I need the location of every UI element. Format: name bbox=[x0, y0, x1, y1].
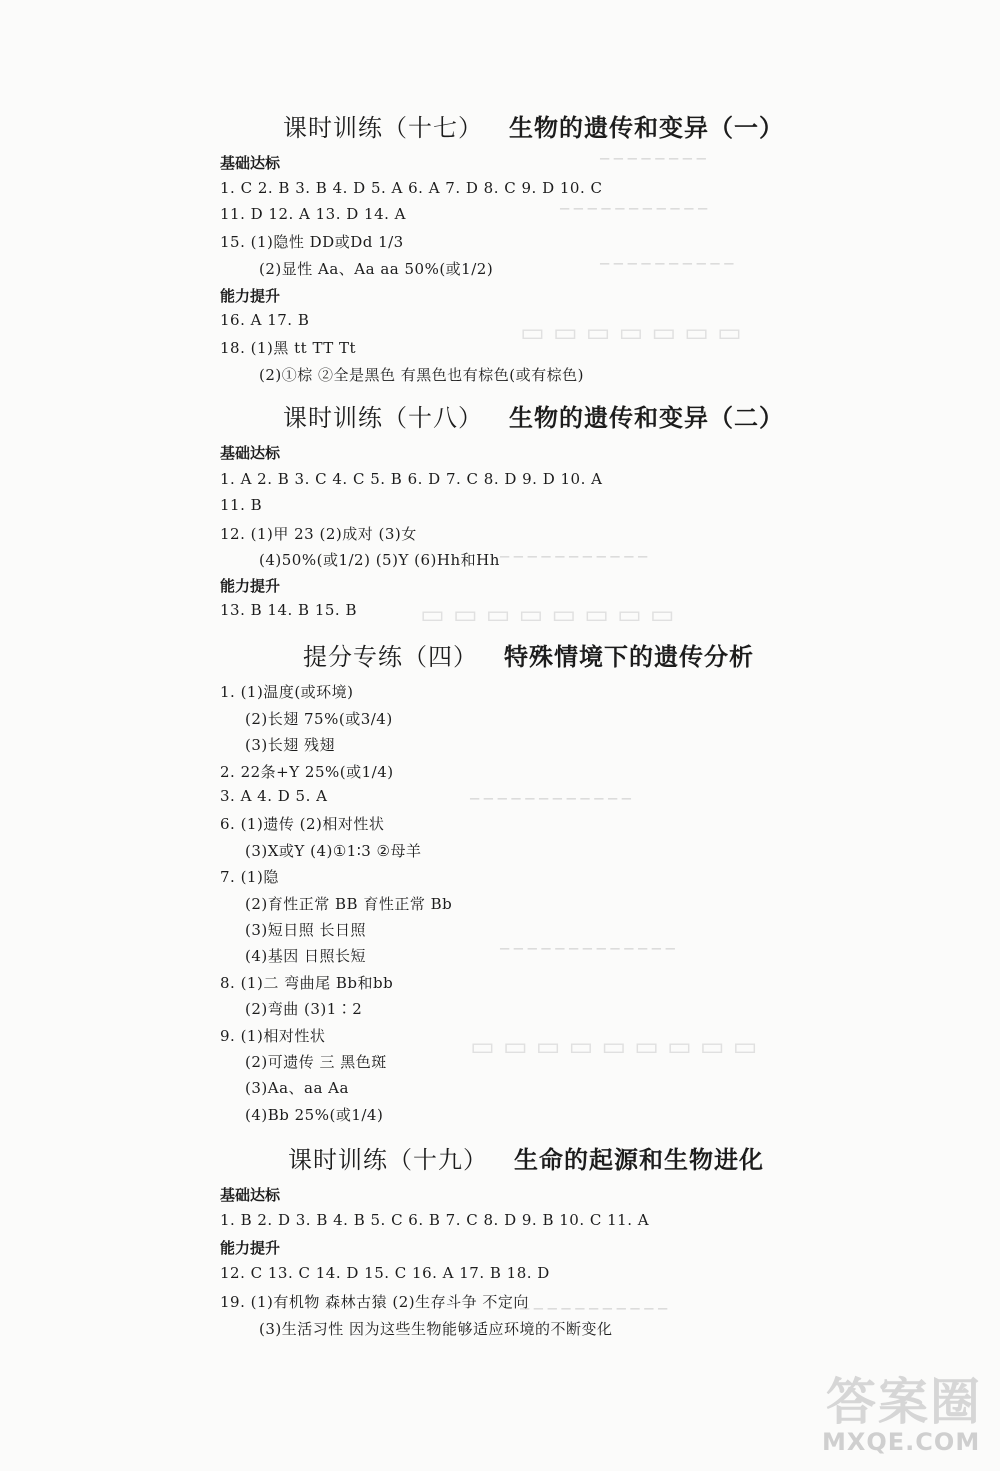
answer-line: 11. B bbox=[220, 496, 263, 514]
section-title bbox=[303, 637, 754, 672]
answer-line: (3)X或Y (4)①1∶3 ②母羊 bbox=[245, 842, 422, 860]
answer-line: (4)基因 日照长短 bbox=[245, 947, 367, 965]
answer-line: (3)生活习性 因为这些生物能够适应环境的不断变化 bbox=[259, 1320, 613, 1338]
answer-line: 12. C 13. C 14. D 15. C 16. A 17. B 18. D bbox=[220, 1264, 550, 1282]
answer-line: 1. (1)温度(或环境) bbox=[220, 683, 354, 701]
bleed-through: ─ ─ ─ ─ ─ ─ ─ ─ ─ ─ ─ bbox=[520, 1300, 668, 1318]
bleed-through: ─ ─ ─ ─ ─ ─ ─ ─ bbox=[600, 150, 706, 168]
answer-line: 6. (1)遗传 (2)相对性状 bbox=[220, 815, 385, 833]
bleed-through: ▭ ▭ ▭ ▭ ▭ ▭ ▭ ▭ ▭ bbox=[470, 1032, 758, 1062]
section-title-topic: 生物的遗传和变异（一） bbox=[509, 114, 784, 142]
bleed-through: ▭ ▭ ▭ ▭ ▭ ▭ ▭ ▭ bbox=[420, 600, 675, 630]
answer-line: 1. A 2. B 3. C 4. C 5. B 6. D 7. C 8. D 9. D 10. A bbox=[220, 470, 603, 488]
answer-line: (3)短日照 长日照 bbox=[245, 921, 367, 939]
bleed-through: ─ ─ ─ ─ ─ ─ ─ ─ ─ ─ ─ bbox=[560, 200, 708, 218]
subsection-heading: 基础达标 bbox=[220, 444, 281, 462]
section-title-label: 提分专练（四） bbox=[303, 643, 478, 671]
subsection-heading: 能力提升 bbox=[220, 287, 281, 305]
answer-line: (2)①棕 ②全是黑色 有黑色也有棕色(或有棕色) bbox=[259, 366, 584, 384]
bleed-through: ─ ─ ─ ─ ─ ─ ─ ─ ─ ─ ─ ─ ─ bbox=[500, 940, 675, 958]
answer-line: (2)育性正常 BB 育性正常 Bb bbox=[245, 895, 453, 913]
answer-line: 13. B 14. B 15. B bbox=[220, 601, 357, 619]
section-title-topic: 生物的遗传和变异（二） bbox=[509, 404, 784, 432]
section-title bbox=[283, 398, 784, 433]
section-title-label: 课时训练（十九） bbox=[288, 1146, 488, 1174]
answer-line: (2)显性 Aa、Aa aa 50%(或1/2) bbox=[259, 260, 494, 278]
answer-line: 16. A 17. B bbox=[220, 311, 310, 329]
bleed-through: ─ ─ ─ ─ ─ ─ ─ ─ ─ ─ ─ bbox=[500, 548, 648, 566]
subsection-heading: 基础达标 bbox=[220, 154, 281, 172]
answer-line: 19. (1)有机物 森林古猿 (2)生存斗争 不定向 bbox=[220, 1293, 529, 1311]
subsection-heading: 能力提升 bbox=[220, 577, 281, 595]
section-title-topic: 特殊情境下的遗传分析 bbox=[504, 643, 754, 671]
answer-line: 2. 22条+Y 25%(或1/4) bbox=[220, 763, 394, 781]
answer-line: 18. (1)黑 tt TT Tt bbox=[220, 339, 357, 357]
section-title-label: 课时训练（十八） bbox=[283, 404, 483, 432]
section-title-topic: 生命的起源和生物进化 bbox=[514, 1146, 764, 1174]
answer-line: (2)长翅 75%(或3/4) bbox=[245, 710, 393, 728]
section-title bbox=[288, 1140, 764, 1175]
answer-line: (2)可遗传 三 黑色斑 bbox=[245, 1053, 387, 1071]
answer-line: 15. (1)隐性 DD或Dd 1/3 bbox=[220, 233, 404, 251]
section-title bbox=[283, 108, 784, 143]
answer-line: 3. A 4. D 5. A bbox=[220, 787, 328, 805]
section-title-label: 课时训练（十七） bbox=[283, 114, 483, 142]
answer-line: 7. (1)隐 bbox=[220, 868, 279, 886]
answer-line: (3)长翅 残翅 bbox=[245, 736, 336, 754]
answer-line: (4)50%(或1/2) (5)Y (6)Hh和Hh bbox=[259, 551, 500, 569]
answer-line: (4)Bb 25%(或1/4) bbox=[245, 1106, 384, 1124]
answer-line: (2)弯曲 (3)1∶2 bbox=[245, 1000, 363, 1018]
answer-line: 12. (1)甲 23 (2)成对 (3)女 bbox=[220, 525, 417, 543]
answer-line: 1. C 2. B 3. B 4. D 5. A 6. A 7. D 8. C 9. D 10. C bbox=[220, 179, 603, 197]
subsection-heading: 基础达标 bbox=[220, 1186, 281, 1204]
answer-line: 1. B 2. D 3. B 4. B 5. C 6. B 7. C 8. D 9. B 10. C 11. A bbox=[220, 1211, 650, 1229]
watermark-logo: 答案圈 bbox=[826, 1373, 982, 1431]
bleed-through: ▭ ▭ ▭ ▭ ▭ ▭ ▭ bbox=[520, 318, 742, 348]
answer-line: 8. (1)二 弯曲尾 Bb和bb bbox=[220, 974, 394, 992]
answer-line: 11. D 12. A 13. D 14. A bbox=[220, 205, 407, 223]
subsection-heading: 能力提升 bbox=[220, 1239, 281, 1257]
answer-line: (3)Aa、aa Aa bbox=[245, 1079, 349, 1097]
bleed-through: ─ ─ ─ ─ ─ ─ ─ ─ ─ ─ ─ ─ bbox=[470, 790, 631, 808]
bleed-through: ─ ─ ─ ─ ─ ─ ─ ─ ─ ─ bbox=[600, 255, 734, 273]
watermark-domain: MXQE.COM bbox=[822, 1428, 981, 1456]
answer-line: 9. (1)相对性状 bbox=[220, 1027, 326, 1045]
